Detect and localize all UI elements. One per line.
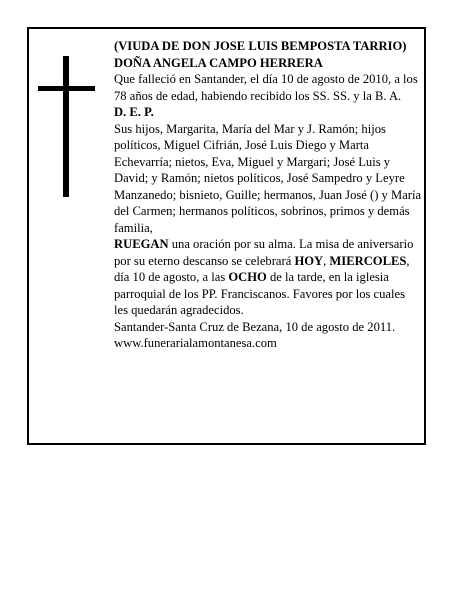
widow-of-line: (VIUDA DE DON JOSE LUIS BEMPOSTA TARRIO) xyxy=(114,39,407,53)
request-sep-1: , xyxy=(323,253,330,268)
request-paragraph xyxy=(114,236,422,319)
website-link[interactable]: www.funerarialamontanesa.com xyxy=(114,336,277,350)
place-date: Santander-Santa Cruz de Bezana, 10 de agosto de 2011. xyxy=(114,319,396,334)
family-list: Sus hijos, Margarita, María del Mar y J. Ramón; hijos políticos, Miguel Cifrián, José Luis Diego y Marta Echevarría; nietos, Eva, Miguel y Margari; José Luis y David; y Ramón; nietos políticos, José Sampedro y Leyre Manzanedo; bisnieto, Guille; hermanos, Juan José () y María del Carmen; hermanos políticos, sobrinos, primos y demás familia, xyxy=(114,121,422,235)
ruegan-word: RUEGAN xyxy=(114,237,169,251)
request-text-1: una oración por su alma. La misa de aniversario por su eterno descanso se celebrará xyxy=(114,237,414,268)
miercoles-word: MIERCOLES xyxy=(329,253,407,268)
cross-icon-bar xyxy=(38,86,95,91)
request-text-2: , día 10 de agosto, a las xyxy=(114,253,410,284)
ocho-word: OCHO xyxy=(228,270,267,284)
death-info: Que falleció en Santander, el día 10 de agosto de 2010, a los 78 años de edad, habiendo recibido los SS. SS. y la B. A. xyxy=(114,72,418,103)
hoy-word: HOY xyxy=(294,253,324,268)
deceased-name: DOÑA ANGELA CAMPO HERRERA xyxy=(114,55,323,70)
cross-icon xyxy=(63,56,69,197)
obituary-text xyxy=(114,38,422,352)
dep-line: D. E. P. xyxy=(114,105,154,119)
request-text-3: de la tarde, en la iglesia parroquial de los PP. Franciscanos. Favores por los cuales les quedarán agradecidos. xyxy=(114,270,406,317)
